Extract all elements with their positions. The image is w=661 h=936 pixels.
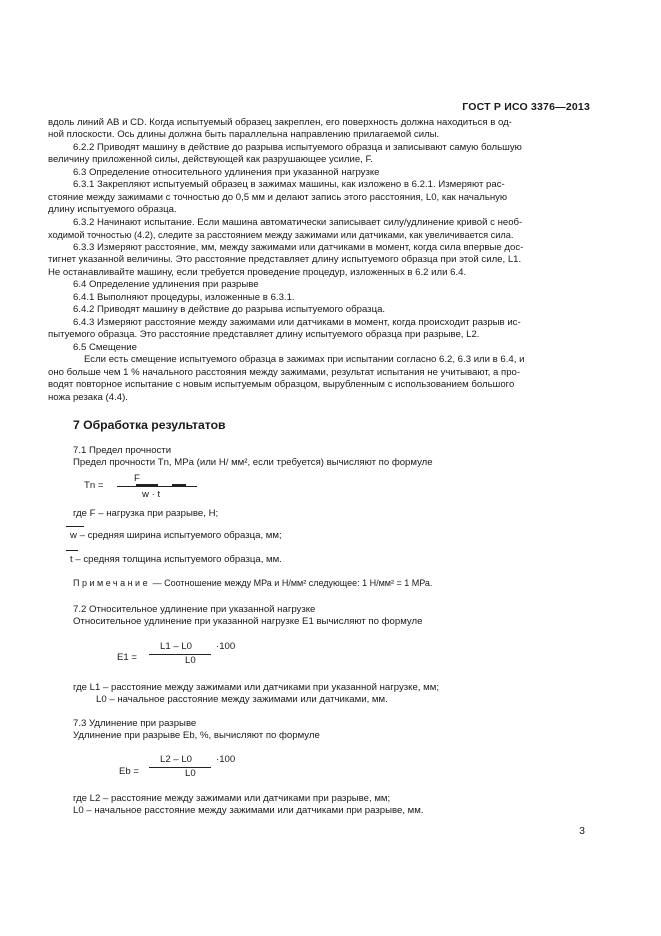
body-line: 6.3.1 Закрепляют испытуемый образец в зажимах машины, как изложено в 6.2.1. Измеряют рас- — [73, 179, 505, 190]
subsection-heading: 6.4 Определение удлинения при разрыве — [73, 279, 259, 290]
where-line: L0 – начальное расстояние между зажимами или датчиками при разрыве, мм. — [73, 805, 424, 816]
overbar-w — [136, 484, 158, 487]
body-line: тигнет указанной величины. Это расстояние представляет длину испытуемого образца при этой силе, L1. — [48, 254, 522, 265]
fraction-bar — [149, 654, 211, 655]
document-header: ГОСТ Р ИСО 3376—2013 — [462, 101, 590, 113]
body-line: стояние между зажимами с точностью до 0,5 мм и делают запись этого расстояния, L0, как начальную — [48, 192, 508, 203]
formula-lhs: E1 = — [117, 652, 138, 663]
subsection-heading: 6.3 Определение относительного удлинения при указанной нагрузке — [73, 167, 380, 178]
section-heading: 7 Обработка результатов — [73, 418, 226, 432]
note — [73, 577, 633, 589]
formula-lhs: Eb = — [119, 766, 140, 777]
body-line: 6.4.1 Выполняют процедуры, изложенные в 6.3.1. — [73, 292, 295, 303]
body-line: ножа резака (4.4). — [48, 392, 128, 403]
subsection-heading: 7.1 Предел прочности — [73, 445, 172, 456]
formula-denominator: L0 — [185, 655, 196, 666]
body-line: пытуемого образца. Это расстояние представляет длину испытуемого образца при разрыве, L2. — [48, 329, 480, 340]
body-line: Удлинение при разрыве Eb, %, вычисляют по формуле — [73, 730, 320, 741]
overbar-t — [66, 550, 78, 551]
formula-denominator: w · t — [142, 489, 161, 500]
overbar-w — [66, 526, 84, 527]
formula-numerator: L2 – L0 — [160, 754, 193, 765]
body-line: 6.4.2 Приводят машину в действие до разрыва испытуемого образца. — [73, 304, 386, 315]
body-line: Предел прочности Tn, MPa (или Н/ мм², если требуется) вычисляют по формуле — [73, 457, 433, 468]
page-number: 3 — [579, 825, 585, 837]
fraction-bar — [149, 767, 211, 768]
subsection-heading: 7.3 Удлинение при разрыве — [73, 718, 197, 729]
body-line: ной плоскости. Ось длины должна быть параллельна направлению прилагаемой силы. — [48, 129, 440, 140]
note-label: Примечание — [73, 578, 151, 588]
body-line: Относительное удлинение при указанной нагрузке E1 вычисляют по формуле — [73, 616, 423, 627]
body-line: длину испытуемого образца. — [48, 204, 177, 215]
note-text: — Соотношение между МРа и Н/мм² следующее: 1 Н/мм² = 1 МРа. — [150, 578, 433, 588]
subsection-heading: 7.2 Относительное удлинение при указанной нагрузке — [73, 604, 316, 615]
body-line: 6.4.3 Измеряют расстояние между зажимами или датчиками в момент, когда происходит разрыв ис- — [73, 317, 521, 328]
body-line: 6.2.2 Приводят машину в действие до разрыва испытуемого образца и записывают самую большую — [73, 142, 522, 153]
formula-numerator: L1 – L0 — [160, 641, 193, 652]
body-line: водят повторное испытание с новым испытуемым образцом, вырубленным с использованием большого — [48, 379, 515, 390]
where-line: где L2 – расстояние между зажимами или датчиками при разрыве, мм; — [73, 793, 391, 804]
formula-lhs: Tn = — [84, 480, 104, 491]
overbar-t — [172, 484, 186, 487]
body-line: ходимой точностью (4.2), следите за расстоянием между зажимами или датчиками, как увеличивается сила. — [48, 230, 514, 240]
where-line: где F – нагрузка при разрыве, Н; — [73, 508, 219, 519]
body-line: величину приложенной силы, действующей как разрушающее усилие, F. — [48, 154, 373, 165]
subsection-heading: 6.5 Смещение — [73, 342, 137, 353]
where-line: где L1 – расстояние между зажимами или датчиками при указанной нагрузке, мм; — [73, 682, 439, 693]
where-line: t – средняя толщина испытуемого образца, мм. — [70, 554, 282, 565]
formula-multiplier: ·100 — [216, 641, 236, 652]
body-line: оно больше чем 1 % начального расстояния между зажимами, результат испытания не учитывают, а про- — [48, 367, 521, 378]
formula-numerator: F — [134, 473, 140, 484]
body-line: Если есть смещение испытуемого образца в зажимах при испытании согласно 6.2, 6.3 или в 6.4, и — [84, 354, 525, 365]
body-line: 6.3.3 Измеряют расстояние, мм, между зажимами или датчиками в момент, когда сила впервые дос- — [73, 242, 524, 253]
formula-multiplier: ·100 — [216, 754, 236, 765]
where-line: L0 – начальное расстояние между зажимами или датчиками, мм. — [96, 694, 388, 705]
body-line: Не останавливайте машину, если требуется проведение процедур, изложенных в 6.2 или 6.4. — [48, 267, 467, 278]
formula-denominator: L0 — [185, 768, 196, 779]
body-line: 6.3.2 Начинают испытание. Если машина автоматически записывает силу/удлинение кривой с необ- — [73, 217, 523, 228]
body-line: вдоль линий AB и CD. Когда испытуемый образец закреплен, его поверхность должна находиться в од- — [48, 117, 512, 128]
where-line: w – средняя ширина испытуемого образца, мм; — [70, 530, 282, 541]
